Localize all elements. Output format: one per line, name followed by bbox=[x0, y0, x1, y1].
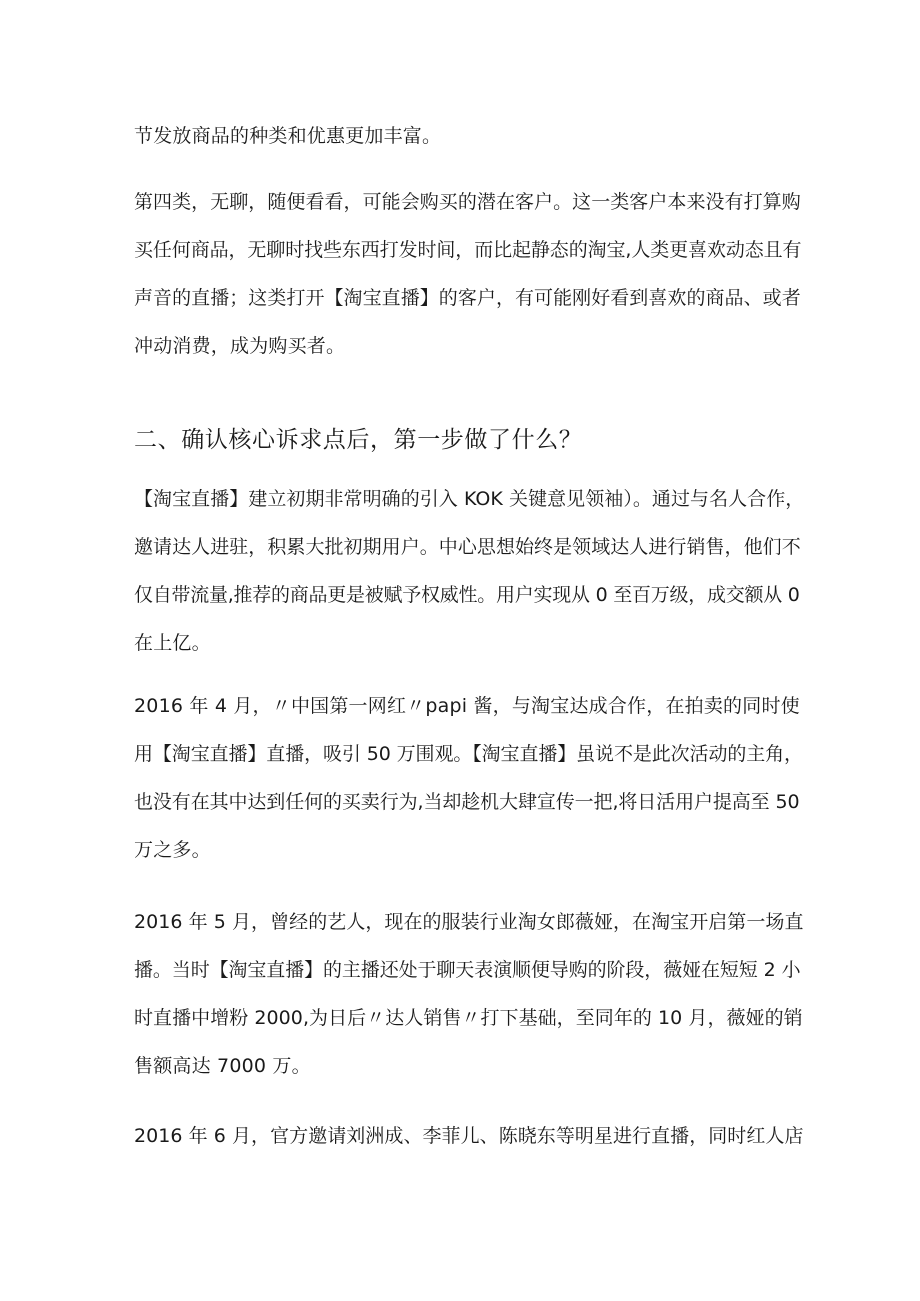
section-heading: 二、确认核心诉求点后，第一步做了什么？ bbox=[134, 427, 583, 453]
text-line: 万之多。 bbox=[134, 839, 211, 861]
text-line: 声音的直播；这类打开【淘宝直播】的客户，有可能刚好看到喜欢的商品、或者 bbox=[134, 287, 801, 309]
text-line: 第四类，无聊，随便看看，可能会购买的潜在客户。这一类客户本来没有打算购 bbox=[134, 191, 801, 213]
text-line: 在上亿。 bbox=[134, 632, 211, 654]
paragraph-5 bbox=[134, 898, 804, 1090]
text-line: 节发放商品的种类和优惠更加丰富。 bbox=[134, 125, 442, 147]
paragraph-2 bbox=[134, 178, 804, 370]
text-line: 邀请达人进驻，积累大批初期用户。中心思想始终是领域达人进行销售，他们不 bbox=[134, 536, 801, 558]
text-line: 2016 年 5 月，曾经的艺人，现在的服装行业淘女郎薇娅，在淘宝开启第一场直 bbox=[134, 911, 804, 933]
text-line: 用【淘宝直播】直播，吸引 50 万围观。【淘宝直播】虽说不是此次活动的主角， bbox=[134, 743, 803, 765]
text-line: 2016 年 6 月，官方邀请刘洲成、李菲儿、陈晓东等明星进行直播，同时红人店 bbox=[134, 1125, 804, 1147]
text-line: 也没有在其中达到任何的买卖行为,当却趁机大肆宣传一把,将日活用户提高至 50 bbox=[134, 791, 800, 813]
paragraph-1 bbox=[134, 112, 804, 160]
text-line: 售额高达 7000 万。 bbox=[134, 1055, 311, 1077]
text-line: 冲动消费，成为购买者。 bbox=[134, 335, 346, 357]
text-line: 【淘宝直播】建立初期非常明确的引入 KOK 关键意见领袖）。通过与名人合作， bbox=[134, 488, 805, 510]
paragraph-3 bbox=[134, 475, 804, 667]
text-line: 2016 年 4 月，〃中国第一网红〃papi 酱，与淘宝达成合作，在拍卖的同时使 bbox=[134, 695, 800, 717]
paragraph-6 bbox=[134, 1112, 804, 1160]
text-line: 买任何商品，无聊时找些东西打发时间，而比起静态的淘宝,人类更喜欢动态且有 bbox=[134, 239, 802, 261]
paragraph-4 bbox=[134, 682, 804, 874]
text-line: 仅自带流量,推荐的商品更是被赋予权威性。用户实现从 0 至百万级，成交额从 0 bbox=[134, 584, 800, 606]
text-line: 播。当时【淘宝直播】的主播还处于聊天表演顺便导购的阶段，薇娅在短短 2 小 bbox=[134, 959, 801, 981]
text-line: 时直播中增粉 2000,为日后〃达人销售〃打下基础，至同年的 10 月，薇娅的销 bbox=[134, 1007, 803, 1029]
